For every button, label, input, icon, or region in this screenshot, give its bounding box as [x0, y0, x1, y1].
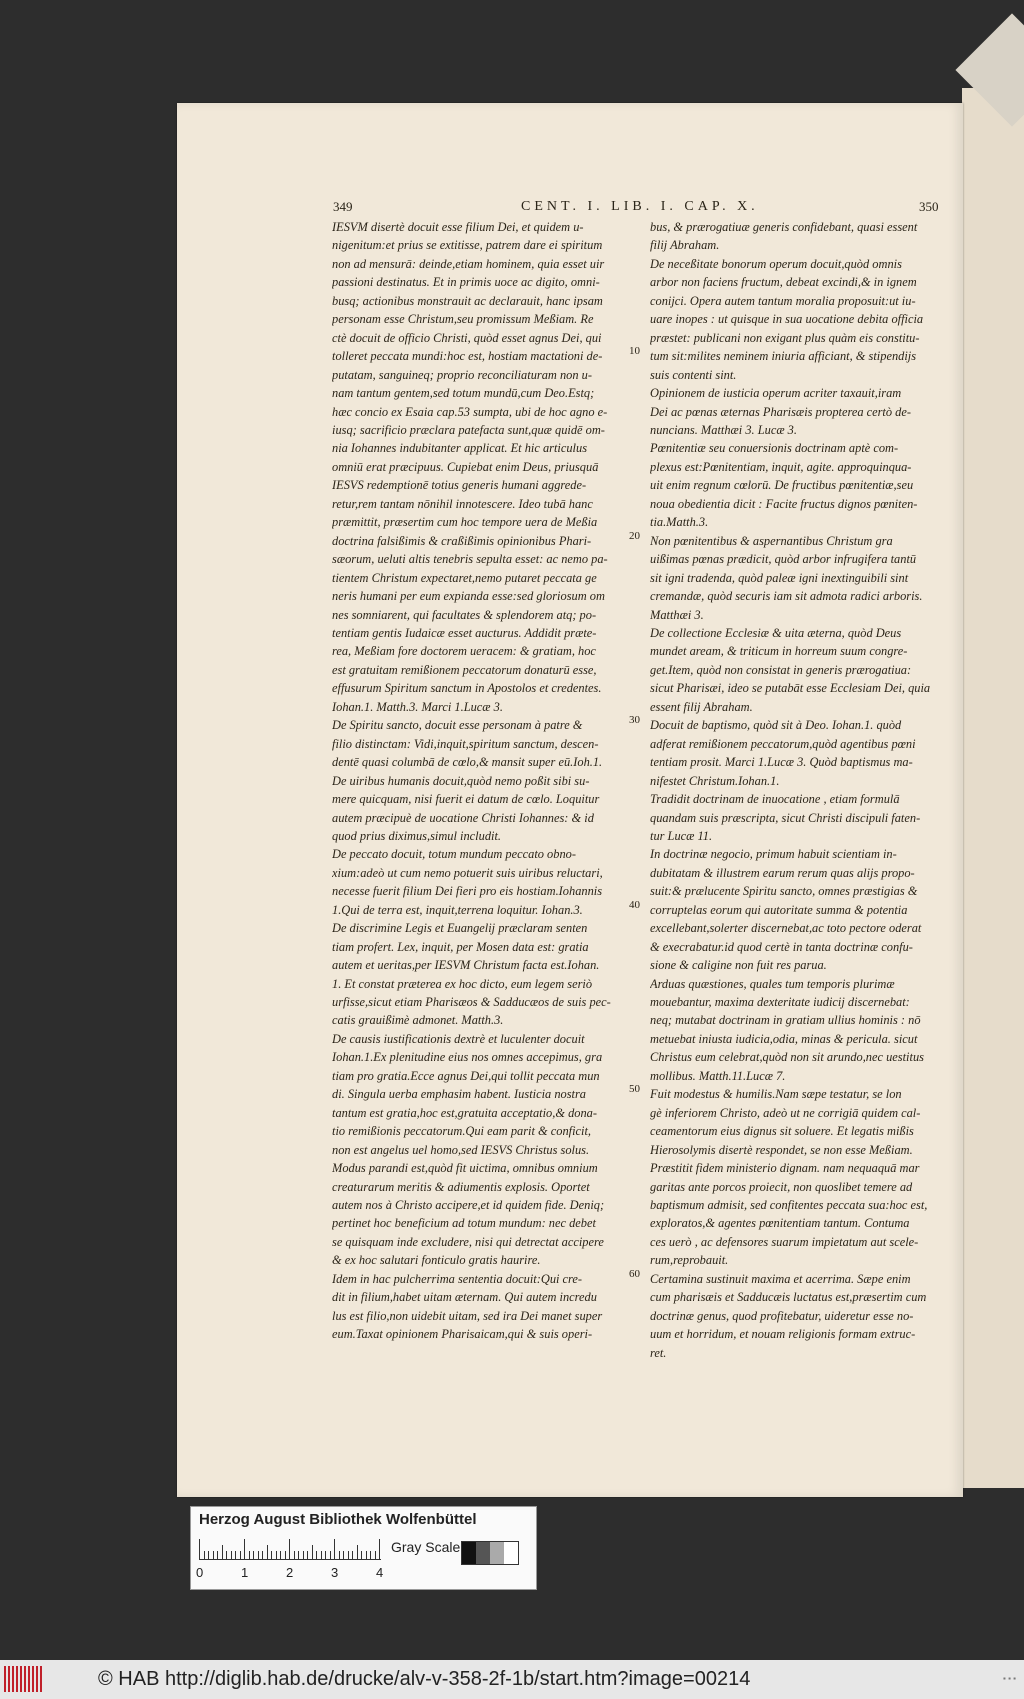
text-line: bus, & prærogatiuæ generis confidebant, quasi essent	[650, 220, 918, 234]
running-head: CENT. I. LIB. I. CAP. X.	[521, 199, 759, 214]
text-line: tolleret peccata mundi:hoc est, hostiam mactationi de-	[332, 349, 603, 364]
ruler-tick	[276, 1551, 277, 1559]
ruler-tick	[357, 1545, 358, 1559]
hab-logo-icon	[4, 1666, 44, 1692]
text-line: passioni destinatus. Et in primis uoce ac digito, omni-	[332, 275, 600, 290]
text-line: retur,rem tantam nōnihil innotescere. Ideo tubā hanc	[332, 496, 593, 511]
ruler-tick	[334, 1539, 335, 1559]
gray-swatch	[462, 1542, 476, 1564]
text-line: De neceßitate bonorum operum docuit,quòd omnis	[650, 256, 902, 271]
ruler-tick	[253, 1551, 254, 1559]
ruler-tick	[249, 1551, 250, 1559]
margin-line-number: 60	[629, 1267, 640, 1280]
text-line: De peccato docuit, totum mundum peccato obno-	[332, 847, 576, 862]
ruler-tick	[217, 1551, 218, 1559]
text-line: ces uerò , ac defensores suarum impietatum aut scele-	[650, 1234, 919, 1249]
text-line: personam esse Christum,seu promissum Meßiam. Re	[332, 312, 594, 327]
text-line: essent filij Abraham.	[650, 699, 753, 714]
text-line: autem præcipuè de uocatione Christi Iohannes: & id	[332, 810, 594, 825]
ruler-tick	[280, 1551, 281, 1559]
gray-swatch	[504, 1542, 518, 1564]
scale-number: 3	[331, 1565, 339, 1580]
text-line: uare inopes : ut quisque in sua uocatione debita officia	[650, 312, 924, 327]
ruler-tick	[204, 1551, 205, 1559]
text-line: quandam suis præscripta, sicut Christi discipuli faten-	[650, 810, 921, 825]
footer-mini-text: ▪ ▪ ▪	[1003, 1674, 1016, 1683]
text-line: conijci. Opera autem tantum moralia proposuit:ut iu-	[650, 293, 916, 308]
page-number-right: 350	[919, 199, 939, 214]
text-line: hæc concio ex Esaia cap.53 sumpta, ubi de hoc agno e-	[332, 404, 608, 419]
text-line: In doctrinæ negocio, primum habuit scientiam in-	[650, 847, 897, 862]
text-line: non est angelus uel homo,sed IESVS Christus solus.	[332, 1142, 590, 1157]
ruler-tick	[361, 1551, 362, 1559]
text-line: pertinet hoc beneficium ad totum mundum: nec debet	[332, 1216, 596, 1231]
text-line: Matthæi 3.	[650, 607, 704, 622]
text-line: rum,reprobauit.	[650, 1253, 729, 1268]
ruler-tick	[199, 1539, 200, 1559]
margin-line-number: 50	[629, 1083, 640, 1095]
text-line: putatam, sanguineq; proprio reconciliaturam non u-	[332, 367, 592, 382]
text-line: 1. Et constat præterea ex hoc dicto, eum legem seriò	[332, 976, 593, 991]
left-text-column	[332, 218, 627, 1344]
ruler-tick	[375, 1551, 376, 1559]
text-line: adferat remißionem peccatorum,quòd agentibus pœni	[650, 736, 916, 751]
ruler-tick	[235, 1551, 236, 1559]
text-line: xium:adeò ut cum nemo potuerit suis uiribus reluctari,	[332, 865, 603, 880]
scale-ruler	[199, 1537, 381, 1560]
text-line: suis contenti sint.	[650, 367, 737, 382]
text-line: doctrinæ genus, quod profitebatur, uideretur esse no-	[650, 1308, 914, 1323]
text-line: corruptelas eorum qui autoritate summa & potentia	[650, 902, 908, 917]
text-line: suit:& prælucente Spiritu sancto, omnes præstigias &	[650, 884, 918, 899]
text-line: præmittit, præsertim cum hoc tempore uera de Meßia	[332, 515, 598, 530]
library-color-card	[190, 1506, 537, 1590]
text-line: iusq; sacrificio præclara patefacta sunt,quæ quidē om-	[332, 422, 605, 437]
text-line: dentē quasi columbā de cœlo,& mansit super eū.Ioh.1.	[332, 755, 603, 770]
scale-number: 2	[286, 1565, 294, 1580]
ruler-tick	[316, 1551, 317, 1559]
text-line: filio distinctam: Vidi,inquit,spiritum sanctum, descen-	[332, 736, 599, 751]
text-line: plexus est:Pœnitentiam, inquit, agite. approquinqua-	[650, 459, 912, 474]
scale-number: 1	[241, 1565, 249, 1580]
ruler-tick	[312, 1545, 313, 1559]
text-line: & ex hoc salutari fonticulo gratis haurire.	[332, 1253, 541, 1268]
ruler-tick	[262, 1551, 263, 1559]
text-line: mere quicquam, nisi fuerit ei datum de cœlo. Loquitur	[332, 792, 600, 807]
gray-swatch	[490, 1542, 504, 1564]
text-line: tum sit:milites neminem iniuria afficiant, & stipendijs	[650, 349, 917, 364]
gray-swatch	[476, 1542, 490, 1564]
text-line: Arduas quæstiones, quales tum temporis plurimæ	[650, 976, 895, 991]
ruler-tick	[303, 1551, 304, 1559]
text-line: omniū erat præcipuus. Cupiebat enim Deus, priusquā	[332, 459, 599, 474]
text-line: mollibus. Matth.11.Lucæ 7.	[650, 1068, 786, 1083]
text-line: Idem in hac pulcherrima sententia docuit:Qui cre-	[332, 1271, 583, 1286]
text-line: mundet aream, & triticum in horreum suum congre-	[650, 644, 908, 659]
text-line: noua obedientia dicit : Facite fructus dignos pœniten-	[650, 496, 918, 511]
scale-number: 4	[376, 1565, 384, 1580]
ruler-tick	[330, 1551, 331, 1559]
book-page	[177, 103, 963, 1497]
margin-line-number: 20	[629, 529, 640, 542]
text-line: baptismum admisit, sed confitentes peccata sua:hoc est,	[650, 1198, 928, 1213]
text-line: tiam profert. Lex, inquit, per Mosen data est: gratia	[332, 939, 589, 954]
ruler-tick	[321, 1551, 322, 1559]
text-line: di. Singula uerba emphasim habent. Iusticia nostra	[332, 1087, 586, 1102]
ruler-tick	[240, 1551, 241, 1559]
text-line: arbor non faciens fructum, debeat excindi,& in ignem	[650, 275, 917, 290]
ruler-tick	[244, 1539, 245, 1559]
right-text-column	[650, 218, 945, 1362]
text-line: De Spiritu sancto, docuit esse personam à patre &	[332, 718, 583, 733]
text-line: Pœnitentiæ seu conuersionis doctrinam aptè com-	[650, 441, 899, 456]
margin-line-number: 40	[629, 898, 640, 911]
text-line: get.Item, quòd non consistat in generis prærogatiua:	[650, 662, 912, 677]
text-line: Fuit modestus & humilis.Nam sæpe testatur, se lon	[650, 1087, 902, 1102]
text-line: sione & caligine non fuit res parua.	[650, 958, 827, 973]
margin-line-number: 10	[629, 345, 640, 357]
text-line: doctrina falsißimis & craßißimis opinionibus Phari-	[332, 533, 592, 548]
text-line: eum.Taxat opinionem Pharisaicam,qui & suis operi-	[332, 1327, 593, 1342]
text-line: urfisse,sicut etiam Pharisæos & Sadducæos de suis pec-	[332, 995, 611, 1010]
text-line: ctè docuit de officio Christi, quòd esset agnus Dei, qui	[332, 330, 602, 345]
text-line: autem et ueritas,per IESVM Christum facta est.Iohan.	[332, 958, 600, 973]
ruler-tick	[370, 1551, 371, 1559]
text-line: neris humani per eum expianda esse:sed gloriosum om	[332, 589, 605, 604]
text-line: Modus parandi est,quòd fit uictima, omnibus omnium	[332, 1161, 598, 1176]
ruler-tick	[379, 1539, 380, 1559]
text-line: dit in filium,habet uitam æternam. Qui autem incredu	[332, 1290, 597, 1305]
text-line: sit igni tradenda, quòd paleæ igni inextinguibili sint	[650, 570, 909, 585]
text-line: uißimas pœnas prædicit, quòd arbor infrugifera tantū	[650, 552, 917, 567]
ruler-tick	[222, 1545, 223, 1559]
gray-scale-label: Gray Scale	[391, 1539, 461, 1555]
ruler-tick	[267, 1545, 268, 1559]
text-line: Certamina sustinuit maxima et acerrima. Sæpe enim	[650, 1271, 911, 1286]
scale-number: 0	[196, 1565, 204, 1580]
gray-scale-swatches	[461, 1541, 519, 1565]
library-name: Herzog August Bibliothek Wolfenbüttel	[199, 1511, 477, 1528]
ruler-tick	[271, 1551, 272, 1559]
ruler-tick	[348, 1551, 349, 1559]
text-line: Docuit de baptismo, quòd sit à Deo. Iohan.1. quòd	[650, 718, 902, 733]
text-line: sæorum, ueluti altis tenebris sepulta esset: ac nemo pa-	[332, 552, 608, 567]
text-line: gè inferiorem Christo, adeò ut ne corrigiā quidem cal-	[650, 1105, 921, 1120]
next-page-edge	[962, 88, 1024, 1488]
text-line: ceamentorum eius dignus sit soluere. Et legatis mißis	[650, 1124, 914, 1139]
text-line: autem nos à Christo accipere,et id quidem fide. Deniq;	[332, 1198, 605, 1213]
text-line: tur Lucæ 11.	[650, 828, 713, 843]
text-line: uit enim regnum cœlorū. De fructibus pœnitentiæ,seu	[650, 478, 914, 493]
text-line: catis grauißimè admonet. Matth.3.	[332, 1013, 504, 1028]
page-number-left: 349	[333, 199, 353, 214]
text-line: tentiam gentis Iudaicæ esset aucturus. Addidit præte-	[332, 625, 597, 640]
ruler-tick	[208, 1551, 209, 1559]
text-line: tantum est gratia,hoc est,gratuita acceptatio,& dona-	[332, 1105, 597, 1120]
text-line: dubitatam & illustrem earum rerum quas alijs propo-	[650, 865, 915, 880]
text-line: Non pœnitentibus & aspernantibus Christum gra	[650, 533, 893, 548]
text-line: filij Abraham.	[650, 238, 720, 253]
text-line: tientem Christum expectaret,nemo putaret peccata ge	[332, 570, 597, 585]
text-line: lus est filio,non uidebit uitam, sed ira Dei manet super	[332, 1308, 603, 1323]
text-line: uum et horridum, et nouam religionis formam extruc-	[650, 1327, 916, 1342]
ruler-tick	[258, 1551, 259, 1559]
text-line: tio remißionis peccatorum.Qui eam parit & conficit,	[332, 1124, 592, 1139]
ruler-tick	[294, 1551, 295, 1559]
text-line: Hierosolymis disertè respondet, se non esse Meßiam.	[650, 1142, 913, 1157]
text-line: non ad mensurā: deinde,etiam hominem, quia esset uir	[332, 256, 605, 271]
text-line: Opinionem de iusticia operum acriter taxauit,iram	[650, 386, 902, 401]
text-line: De uiribus humanis docuit,quòd nemo poßit sibi su-	[332, 773, 590, 788]
text-line: nia Iohannes indubitanter applicat. Et hic articulus	[332, 441, 588, 456]
text-line: Iohan.1. Matth.3. Marci 1.Lucæ 3.	[332, 699, 503, 714]
text-line: ret.	[650, 1345, 667, 1360]
text-line: nifestet Christum.Iohan.1.	[650, 773, 780, 788]
text-line: 1.Qui de terra est, inquit,terrena loquitur. Iohan.3.	[332, 902, 583, 917]
text-line: garitas ante porcos proiecit, non quoslibet temere ad	[650, 1179, 913, 1194]
ruler-tick	[325, 1551, 326, 1559]
text-line: est gratuitam remißionem peccatorum donaturū esse,	[332, 662, 597, 677]
text-line: præstet: publicani non exigant plus quàm eis constitu-	[650, 330, 920, 345]
text-line: se quisquam inde excludere, nisi qui detrectat accipere	[332, 1234, 604, 1249]
text-line: tentiam prosit. Marci 1.Lucæ 3. Quòd baptismus ma-	[650, 755, 913, 770]
margin-line-number: 30	[629, 714, 640, 726]
text-line: De causis iustificationis dextrè et luculenter docuit	[332, 1031, 585, 1046]
ruler-tick	[352, 1551, 353, 1559]
text-line: sicut Pharisæi, ideo se putabāt esse Ecclesiam Dei, quia	[650, 681, 931, 696]
text-line: IESVM disertè docuit esse filium Dei, et quidem u-	[332, 220, 584, 234]
ruler-tick	[343, 1551, 344, 1559]
footer-copyright-link[interactable]: © HAB http://diglib.hab.de/drucke/alv-v-358-2f-1b/start.htm?image=00214	[98, 1668, 751, 1690]
text-line: Tradidit doctrinam de inuocatione , etiam formulā	[650, 792, 900, 807]
ruler-tick	[366, 1551, 367, 1559]
text-line: tiam pro gratia.Ecce agnus Dei,qui tollit peccata mun	[332, 1068, 600, 1083]
text-line: nes somniarent, qui facultates & splendorem atq; po-	[332, 607, 597, 622]
text-line: neq; mutabat doctrinam in gratiam ullius hominis : nō	[650, 1013, 921, 1028]
text-line: excellebant,solerter discernebat,ac toto pectore oderat	[650, 921, 922, 936]
text-line: effusurum Spiritum sanctum in Apostolos et credentes.	[332, 681, 602, 696]
text-line: rea, Meßiam fore doctorem ueracem: & gratiam, hoc	[332, 644, 596, 659]
ruler-tick	[339, 1551, 340, 1559]
ruler-tick	[298, 1551, 299, 1559]
ruler-tick	[289, 1539, 290, 1559]
ruler-tick	[213, 1551, 214, 1559]
text-line: Præstitit fidem ministerio dignam. nam nequaquā mar	[650, 1161, 920, 1176]
ruler-tick	[285, 1551, 286, 1559]
text-line: mouebantur, maxima dexteritate iudicij discernebat:	[650, 995, 910, 1010]
ruler-tick	[307, 1551, 308, 1559]
ruler-tick	[231, 1551, 232, 1559]
viewer-footer	[0, 1660, 1024, 1699]
text-line: nigenitum:et prius se extitisse, patrem dare ei spiritum	[332, 238, 603, 253]
text-line: metuebat iniusta iudicia,odia, minas & pericula. sicut	[650, 1031, 918, 1046]
text-line: necesse fuerit filium Dei fieri pro eis hostiam.Iohannis	[332, 884, 603, 899]
text-line: busq; actionibus monstrauit ac declarauit, hanc ipsam	[332, 293, 603, 308]
text-line: quod prius diximus,simul includit.	[332, 828, 501, 843]
text-line: tia.Matth.3.	[650, 515, 709, 530]
ruler-tick	[226, 1551, 227, 1559]
text-line: exploratos,& agentes pœnitentiam tantum. Contuma	[650, 1216, 910, 1231]
text-line: Iohan.1.Ex plenitudine eius nos omnes accepimus, gra	[332, 1050, 603, 1065]
text-line: nuncians. Matthæi 3. Lucæ 3.	[650, 422, 797, 437]
text-line: creaturarum meritis & adiumentis explosis. Oportet	[332, 1179, 590, 1194]
text-line: & execrabatur.id quod certè in tanta doctrinæ confu-	[650, 939, 913, 954]
text-line: Christus eum celebrat,quòd non sit arundo,nec uestitus	[650, 1050, 924, 1065]
text-line: De discrimine Legis et Euangelij præclaram senten	[332, 921, 588, 936]
text-line: De collectione Ecclesiæ & uita æterna, quòd Deus	[650, 625, 902, 640]
text-line: IESVS redemptionē totius generis humani aggrede-	[332, 478, 587, 493]
text-line: Dei ac pœnas æternas Pharisæis propterea certò de-	[650, 404, 911, 419]
text-line: nam tantum gentem,sed totum mundū,cum Deo.Estq;	[332, 386, 595, 401]
text-line: cremandæ, quòd securis iam sit admota radici arboris.	[650, 589, 923, 604]
text-line: cum pharisæis et Sadducæis luctatus est,præsertim cum	[650, 1290, 927, 1305]
